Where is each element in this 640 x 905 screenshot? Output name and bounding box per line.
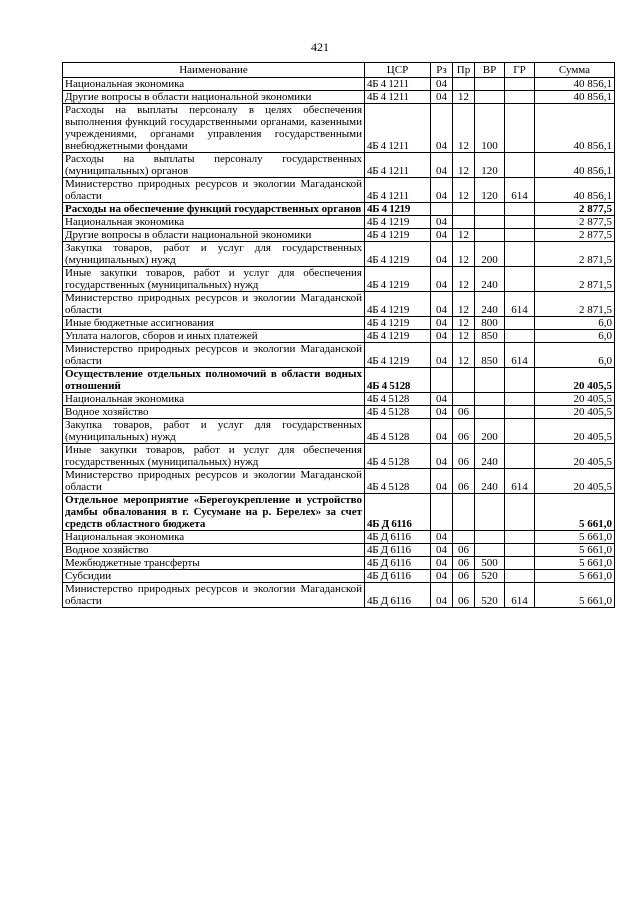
cell-csr: 4Б Д 6116 <box>365 494 431 531</box>
table-row <box>63 242 615 267</box>
cell-gr: 614 <box>505 343 535 368</box>
cell-gr <box>505 419 535 444</box>
cell-csr: 4Б 4 5128 <box>365 406 431 419</box>
cell-gr <box>505 330 535 343</box>
table-header <box>63 63 615 78</box>
table-row <box>63 368 615 393</box>
cell-gr <box>505 317 535 330</box>
cell-pr: 06 <box>453 444 475 469</box>
cell-rz: 04 <box>431 104 453 153</box>
table-row <box>63 343 615 368</box>
table-row <box>63 178 615 203</box>
cell-rz: 04 <box>431 469 453 494</box>
cell-csr: 4Б 4 1211 <box>365 104 431 153</box>
column-header-rz: Рз <box>431 63 453 78</box>
cell-csr: 4Б 4 1219 <box>365 216 431 229</box>
cell-name: Национальная экономика <box>63 216 365 229</box>
table-row <box>63 583 615 608</box>
cell-vr: 500 <box>475 557 505 570</box>
cell-rz <box>431 494 453 531</box>
cell-name: Министерство природных ресурсов и экологии Магаданской области <box>63 583 365 608</box>
cell-csr: 4Б 4 5128 <box>365 444 431 469</box>
cell-pr: 12 <box>453 317 475 330</box>
table-row <box>63 78 615 91</box>
budget-table <box>62 62 615 608</box>
cell-sum: 5 661,0 <box>535 531 615 544</box>
cell-csr: 4Б 4 1219 <box>365 343 431 368</box>
cell-rz: 04 <box>431 153 453 178</box>
cell-vr: 520 <box>475 570 505 583</box>
cell-gr <box>505 393 535 406</box>
cell-csr: 4Б 4 5128 <box>365 368 431 393</box>
cell-vr <box>475 406 505 419</box>
cell-vr: 240 <box>475 292 505 317</box>
cell-vr: 200 <box>475 419 505 444</box>
cell-vr <box>475 368 505 393</box>
cell-gr <box>505 494 535 531</box>
cell-rz: 04 <box>431 557 453 570</box>
cell-vr: 120 <box>475 153 505 178</box>
cell-csr: 4Б Д 6116 <box>365 557 431 570</box>
cell-csr: 4Б 4 1211 <box>365 153 431 178</box>
cell-csr: 4Б 4 1219 <box>365 330 431 343</box>
cell-sum: 5 661,0 <box>535 583 615 608</box>
table-row <box>63 570 615 583</box>
cell-sum: 20 405,5 <box>535 406 615 419</box>
cell-pr: 12 <box>453 330 475 343</box>
column-header-vr: ВР <box>475 63 505 78</box>
cell-rz: 04 <box>431 78 453 91</box>
cell-name: Национальная экономика <box>63 393 365 406</box>
cell-vr <box>475 78 505 91</box>
cell-vr <box>475 494 505 531</box>
cell-vr: 240 <box>475 267 505 292</box>
cell-csr: 4Б Д 6116 <box>365 583 431 608</box>
cell-rz: 04 <box>431 343 453 368</box>
cell-gr <box>505 229 535 242</box>
cell-name: Другие вопросы в области национальной экономики <box>63 91 365 104</box>
cell-csr: 4Б 4 1219 <box>365 229 431 242</box>
cell-name: Водное хозяйство <box>63 544 365 557</box>
cell-pr <box>453 531 475 544</box>
cell-gr: 614 <box>505 469 535 494</box>
cell-gr <box>505 242 535 267</box>
column-header-name: Наименование <box>63 63 365 78</box>
cell-sum: 5 661,0 <box>535 570 615 583</box>
cell-gr <box>505 203 535 216</box>
cell-rz <box>431 368 453 393</box>
cell-gr <box>505 444 535 469</box>
cell-sum: 20 405,5 <box>535 419 615 444</box>
cell-name: Другие вопросы в области национальной экономики <box>63 229 365 242</box>
cell-vr <box>475 531 505 544</box>
table-row <box>63 444 615 469</box>
cell-sum: 20 405,5 <box>535 469 615 494</box>
cell-pr: 06 <box>453 419 475 444</box>
cell-rz: 04 <box>431 406 453 419</box>
cell-name: Иные бюджетные ассигнования <box>63 317 365 330</box>
cell-vr: 240 <box>475 444 505 469</box>
table-row <box>63 557 615 570</box>
cell-rz: 04 <box>431 91 453 104</box>
table-row <box>63 544 615 557</box>
cell-name: Субсидии <box>63 570 365 583</box>
column-header-csr: ЦСР <box>365 63 431 78</box>
cell-gr <box>505 216 535 229</box>
cell-csr: 4Б 4 1211 <box>365 78 431 91</box>
cell-rz: 04 <box>431 267 453 292</box>
cell-name: Национальная экономика <box>63 78 365 91</box>
cell-pr: 12 <box>453 242 475 267</box>
table-row <box>63 317 615 330</box>
cell-gr <box>505 153 535 178</box>
page-number: 421 <box>311 40 329 54</box>
cell-vr <box>475 229 505 242</box>
cell-sum: 5 661,0 <box>535 557 615 570</box>
table-row <box>63 406 615 419</box>
cell-gr <box>505 267 535 292</box>
cell-pr: 12 <box>453 343 475 368</box>
cell-name: Водное хозяйство <box>63 406 365 419</box>
cell-sum: 5 661,0 <box>535 544 615 557</box>
cell-csr: 4Б 4 1219 <box>365 267 431 292</box>
cell-pr: 06 <box>453 583 475 608</box>
cell-pr <box>453 203 475 216</box>
cell-pr: 06 <box>453 544 475 557</box>
cell-sum: 2 871,5 <box>535 242 615 267</box>
cell-pr: 12 <box>453 104 475 153</box>
cell-sum: 40 856,1 <box>535 104 615 153</box>
table-row <box>63 104 615 153</box>
cell-rz: 04 <box>431 393 453 406</box>
cell-rz: 04 <box>431 229 453 242</box>
cell-sum: 2 877,5 <box>535 216 615 229</box>
table-row <box>63 91 615 104</box>
cell-gr <box>505 531 535 544</box>
cell-csr: 4Б 4 1219 <box>365 317 431 330</box>
cell-rz: 04 <box>431 292 453 317</box>
cell-rz: 04 <box>431 178 453 203</box>
cell-name: Министерство природных ресурсов и экологии Магаданской области <box>63 178 365 203</box>
table-row <box>63 229 615 242</box>
cell-vr <box>475 203 505 216</box>
cell-gr: 614 <box>505 583 535 608</box>
cell-pr <box>453 78 475 91</box>
cell-pr: 12 <box>453 292 475 317</box>
cell-rz: 04 <box>431 544 453 557</box>
cell-rz: 04 <box>431 570 453 583</box>
cell-pr: 12 <box>453 267 475 292</box>
cell-name: Отдельное мероприятие «Берегоукрепление и устройство дамбы обвалования в г. Сусумане на р. Берелех» за счет средств областного бюджета <box>63 494 365 531</box>
cell-pr <box>453 368 475 393</box>
cell-vr <box>475 544 505 557</box>
cell-name: Национальная экономика <box>63 531 365 544</box>
cell-csr: 4Б 4 1211 <box>365 91 431 104</box>
cell-rz: 04 <box>431 419 453 444</box>
cell-sum: 20 405,5 <box>535 393 615 406</box>
cell-csr: 4Б Д 6116 <box>365 531 431 544</box>
cell-pr <box>453 393 475 406</box>
cell-gr: 614 <box>505 178 535 203</box>
cell-csr: 4Б 4 1219 <box>365 242 431 267</box>
table-row <box>63 292 615 317</box>
cell-sum: 40 856,1 <box>535 91 615 104</box>
cell-name: Министерство природных ресурсов и экологии Магаданской области <box>63 469 365 494</box>
cell-sum: 6,0 <box>535 330 615 343</box>
column-header-pr: Пр <box>453 63 475 78</box>
cell-rz: 04 <box>431 531 453 544</box>
cell-name: Закупка товаров, работ и услуг для государственных (муниципальных) нужд <box>63 419 365 444</box>
table-row <box>63 393 615 406</box>
cell-sum: 20 405,5 <box>535 444 615 469</box>
cell-sum: 2 871,5 <box>535 267 615 292</box>
cell-gr: 614 <box>505 292 535 317</box>
cell-pr: 12 <box>453 178 475 203</box>
cell-sum: 2 877,5 <box>535 203 615 216</box>
cell-rz: 04 <box>431 583 453 608</box>
cell-gr <box>505 104 535 153</box>
cell-sum: 6,0 <box>535 343 615 368</box>
cell-csr: 4Б 4 5128 <box>365 393 431 406</box>
cell-name: Расходы на обеспечение функций государственных органов <box>63 203 365 216</box>
cell-vr <box>475 393 505 406</box>
cell-vr <box>475 216 505 229</box>
cell-sum: 2 877,5 <box>535 229 615 242</box>
cell-gr <box>505 406 535 419</box>
cell-vr: 240 <box>475 469 505 494</box>
cell-gr <box>505 557 535 570</box>
cell-rz: 04 <box>431 216 453 229</box>
table-row <box>63 216 615 229</box>
table-row <box>63 494 615 531</box>
cell-pr: 12 <box>453 153 475 178</box>
cell-pr: 06 <box>453 570 475 583</box>
cell-gr <box>505 78 535 91</box>
cell-rz: 04 <box>431 444 453 469</box>
cell-sum: 2 871,5 <box>535 292 615 317</box>
cell-name: Иные закупки товаров, работ и услуг для обеспечения государственных (муниципальных) нужд <box>63 267 365 292</box>
cell-sum: 40 856,1 <box>535 153 615 178</box>
cell-name: Уплата налогов, сборов и иных платежей <box>63 330 365 343</box>
cell-rz: 04 <box>431 242 453 267</box>
cell-csr: 4Б 4 5128 <box>365 419 431 444</box>
cell-name: Министерство природных ресурсов и экологии Магаданской области <box>63 292 365 317</box>
cell-sum: 6,0 <box>535 317 615 330</box>
cell-sum: 20 405,5 <box>535 368 615 393</box>
table-row <box>63 469 615 494</box>
column-header-sum: Сумма <box>535 63 615 78</box>
cell-name: Министерство природных ресурсов и экологии Магаданской области <box>63 343 365 368</box>
cell-vr: 850 <box>475 343 505 368</box>
cell-name: Межбюджетные трансферты <box>63 557 365 570</box>
cell-vr: 850 <box>475 330 505 343</box>
cell-csr: 4Б 4 1219 <box>365 292 431 317</box>
cell-name: Расходы на выплаты персоналу государственных (муниципальных) органов <box>63 153 365 178</box>
cell-vr: 800 <box>475 317 505 330</box>
cell-pr: 06 <box>453 557 475 570</box>
cell-gr <box>505 570 535 583</box>
cell-rz: 04 <box>431 330 453 343</box>
cell-pr: 06 <box>453 406 475 419</box>
cell-vr <box>475 91 505 104</box>
cell-sum: 40 856,1 <box>535 78 615 91</box>
table-row <box>63 419 615 444</box>
cell-vr: 200 <box>475 242 505 267</box>
cell-vr: 520 <box>475 583 505 608</box>
cell-csr: 4Б Д 6116 <box>365 570 431 583</box>
cell-vr: 120 <box>475 178 505 203</box>
cell-pr: 12 <box>453 229 475 242</box>
cell-pr: 06 <box>453 469 475 494</box>
cell-rz: 04 <box>431 317 453 330</box>
cell-rz <box>431 203 453 216</box>
column-header-gr: ГР <box>505 63 535 78</box>
cell-vr: 100 <box>475 104 505 153</box>
cell-name: Расходы на выплаты персоналу в целях обеспечения выполнения функций государственными органами, казенными учреждениями, органами управления государственными внебюджетными фондами <box>63 104 365 153</box>
cell-gr <box>505 544 535 557</box>
cell-csr: 4Б 4 5128 <box>365 469 431 494</box>
cell-csr: 4Б 4 1211 <box>365 178 431 203</box>
table-row <box>63 153 615 178</box>
cell-sum: 40 856,1 <box>535 178 615 203</box>
cell-name: Иные закупки товаров, работ и услуг для обеспечения государственных (муниципальных) нужд <box>63 444 365 469</box>
table-row <box>63 267 615 292</box>
cell-pr <box>453 216 475 229</box>
cell-name: Осуществление отдельных полномочий в области водных отношений <box>63 368 365 393</box>
cell-sum: 5 661,0 <box>535 494 615 531</box>
cell-csr: 4Б 4 1219 <box>365 203 431 216</box>
cell-pr <box>453 494 475 531</box>
table-row <box>63 203 615 216</box>
cell-csr: 4Б Д 6116 <box>365 544 431 557</box>
cell-name: Закупка товаров, работ и услуг для государственных (муниципальных) нужд <box>63 242 365 267</box>
cell-gr <box>505 368 535 393</box>
table-body <box>63 78 615 608</box>
table-row <box>63 330 615 343</box>
table-row <box>63 531 615 544</box>
cell-pr: 12 <box>453 91 475 104</box>
cell-gr <box>505 91 535 104</box>
